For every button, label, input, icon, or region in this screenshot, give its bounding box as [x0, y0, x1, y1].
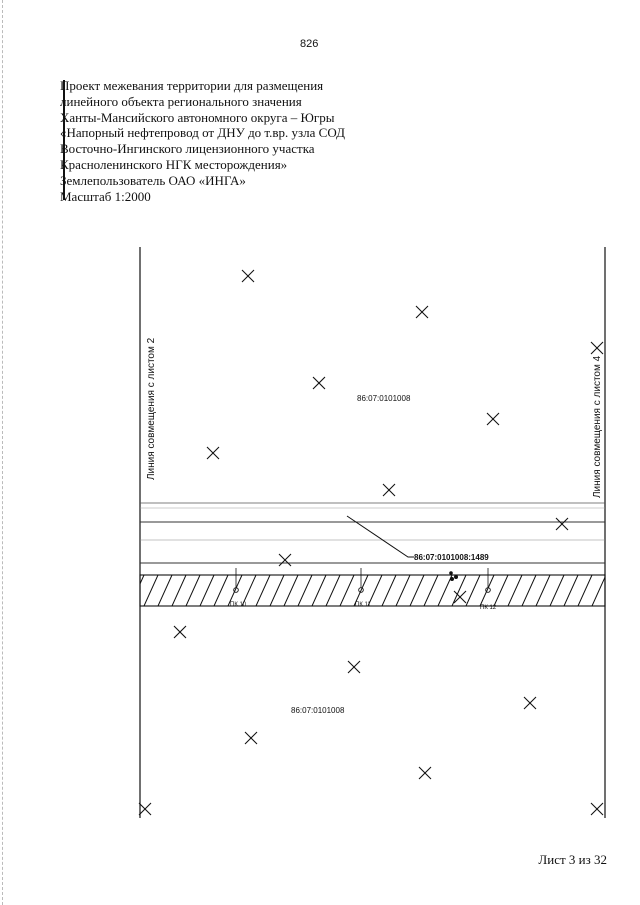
title-line: «Напорный нефтепровод от ДНУ до т.вр. узла СОД	[60, 125, 345, 141]
grid-cross-mark	[279, 554, 291, 566]
hatch-line	[578, 575, 592, 606]
hatch-line	[158, 575, 172, 606]
picket-label: ПК 10	[230, 602, 247, 608]
picket-11	[355, 568, 371, 608]
survey-point	[449, 571, 453, 575]
grid-cross-mark	[556, 518, 568, 530]
callout-parcel-label: 86:07:0101008:1489	[414, 553, 489, 562]
hatch-line	[326, 575, 340, 606]
hatch-line	[186, 575, 200, 606]
grid-cross-mark	[348, 661, 360, 673]
hatch-line	[340, 575, 354, 606]
sheet-counter: Лист 3 из 32	[538, 852, 607, 867]
grid-cross-mark	[591, 803, 603, 815]
grid-cross-mark	[416, 306, 428, 318]
hatch-line	[480, 575, 494, 606]
hatch-line	[522, 575, 536, 606]
pipeline-strip	[130, 575, 640, 606]
hatch-line	[130, 575, 144, 606]
picket-label: ПК 11	[355, 602, 371, 608]
hatch-line	[214, 575, 228, 606]
title-line: Красноленинского НГК месторождения»	[60, 156, 288, 172]
scale-line: Масштаб 1:2000	[60, 188, 151, 204]
hatch-line	[606, 575, 620, 606]
parcel-top-label: 86:07:0101008	[357, 394, 411, 403]
hatch-line	[550, 575, 564, 606]
page-number: 826	[300, 38, 319, 50]
grid-cross-mark	[591, 342, 603, 354]
hatch-line	[396, 575, 410, 606]
hatch-line	[298, 575, 312, 606]
hatch-line	[536, 575, 550, 606]
grid-cross-mark	[313, 377, 325, 389]
grid-cross-mark	[207, 447, 219, 459]
grid-cross-mark	[139, 803, 151, 815]
grid-cross-mark	[487, 413, 499, 425]
grid-cross-mark	[383, 484, 395, 496]
left-match-line-label: Линия совмещения с листом 2	[146, 337, 157, 480]
hatch-line	[172, 575, 186, 606]
hatch-line	[634, 575, 640, 606]
landowner-line: Землепользователь ОАО «ИНГА»	[60, 172, 246, 188]
grid-cross-mark	[245, 732, 257, 744]
grid-cross-mark	[524, 697, 536, 709]
hatch-line	[382, 575, 396, 606]
title-line: Восточно-Ингинского лицензионного участка	[60, 141, 315, 157]
hatch-line	[312, 575, 326, 606]
hatch-line	[144, 575, 158, 606]
right-match-line-label: Линия совмещения с листом 4	[592, 355, 603, 498]
grid-cross-mark	[419, 767, 431, 779]
hatch-line	[256, 575, 270, 606]
survey-point	[450, 577, 454, 581]
hatch-line	[564, 575, 578, 606]
parcel-bottom-label: 86:07:0101008	[291, 706, 345, 715]
hatch-line	[592, 575, 606, 606]
grid-cross-mark	[242, 270, 254, 282]
picket-label: ПК 12	[480, 605, 497, 611]
hatch-line	[410, 575, 424, 606]
title-line: Проект межевания территории для размещения	[60, 78, 324, 93]
hatch-line	[438, 575, 452, 606]
hatch-line	[620, 575, 634, 606]
hatch-line	[424, 575, 438, 606]
picket-10	[230, 568, 247, 608]
hatch-line	[466, 575, 480, 606]
hatch-line	[200, 575, 214, 606]
grid-cross-mark	[174, 626, 186, 638]
survey-point	[454, 575, 458, 579]
title-line: линейного объекта регионального значения	[60, 93, 302, 109]
hatch-line	[508, 575, 522, 606]
hatch-line	[270, 575, 284, 606]
hatch-line	[284, 575, 298, 606]
hatch-line	[494, 575, 508, 606]
title-line: Ханты-Мансийского автономного округа – Югры	[60, 109, 335, 125]
